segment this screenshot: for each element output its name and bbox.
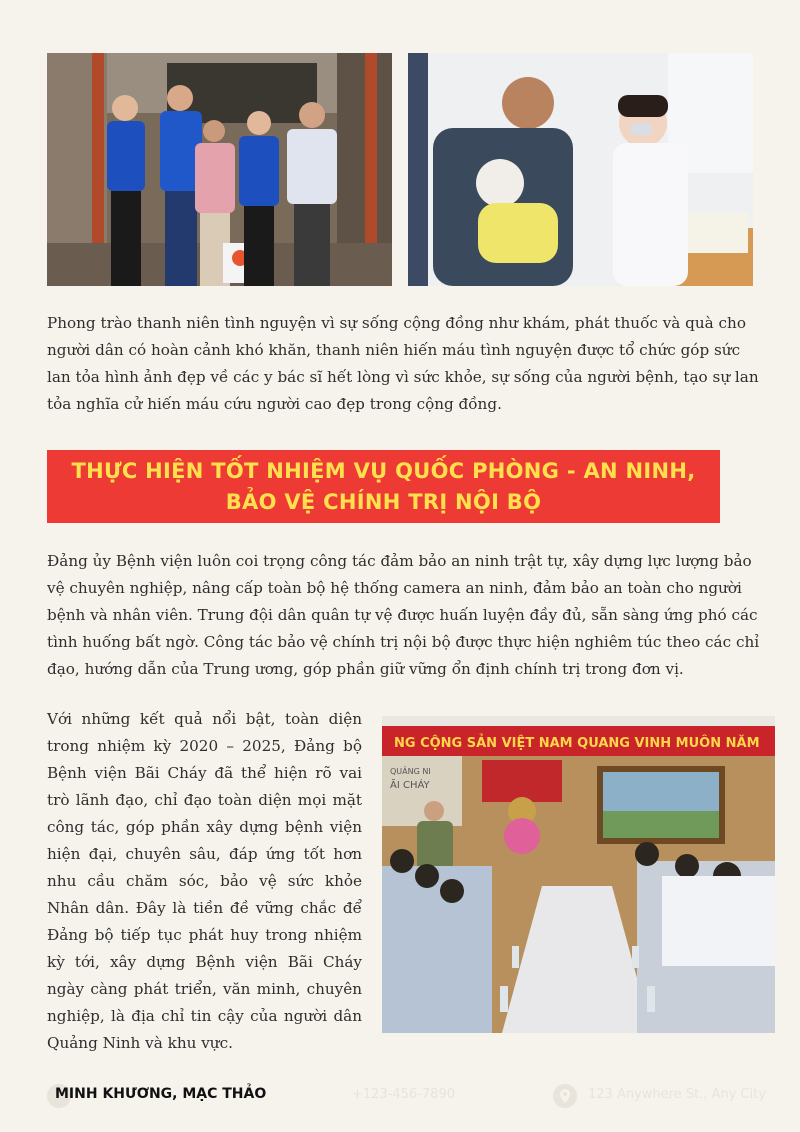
meeting-banner-text: NG CỘNG SẢN VIỆT NAM QUANG VINH MUÔN NĂM <box>394 736 760 751</box>
footer-phone: +123-456-7890 <box>352 1087 455 1102</box>
meeting-sign-line-2: ÃI CHÁY <box>390 780 430 791</box>
conclusion-paragraph: Với những kết quả nổi bật, toàn diện trong nhiệm kỳ 2020 – 2025, Đảng bộ Bệnh viện Bãi Cháy đã thể hiện rõ vai trò lãnh đạo, chỉ đạo toàn diện mọi mặt công tác, góp phần xây dựng bệnh viện hiện đại, chuyên sâu, đáp ứng tốt hơn nhu cầu chăm sóc, bảo vệ sức khỏe Nhân dân. Đây là tiền đề vững chắc để Đảng bộ tiếp tục phát huy trong nhiệm kỳ tới, xây dựng Bệnh viện Bãi Cháy ngày càng phát triển, văn minh, chuyên nghiệp, là địa chỉ tin cậy của người dân Quảng Ninh và khu vực. <box>47 710 362 1052</box>
security-paragraph: Đảng ủy Bệnh viện luôn coi trọng công tác đảm bảo an ninh trật tự, xây dựng lực lượng bảo vệ chuyên nghiệp, nâng cấp toàn bộ hệ thống camera an ninh, đảm bảo an toàn cho người bệnh và nhân viên. Trung đội dân quân tự vệ được huấn luyện đầy đủ, sẵn sàng ứng phó các tình huống bất ngờ. Công tác bảo vệ chính trị nội bộ được thực hiện nghiêm túc theo các chỉ đạo, hướng dẫn của Trung ương, góp phần giữ vững ổn định chính trị trong đơn vị. <box>47 552 760 678</box>
footer-authors: MINH KHƯƠNG, MẠC THẢO <box>55 1086 267 1102</box>
footer-address: 123 Anywhere St., Any City <box>588 1087 767 1102</box>
intro-paragraph: Phong trào thanh niên tình nguyện vì sự sống cộng đồng như khám, phát thuốc và quà cho người dân có hoàn cảnh khó khăn, thanh niên hiến máu tình nguyện được tổ chức góp sức lan tỏa hình ảnh đẹp về các y bác sĩ hết lòng vì sức khỏe, sự sống của người bệnh, tạo sự lan tỏa nghĩa cử hiến máu cứu người cao đẹp trong cộng đồng. <box>47 314 759 413</box>
meeting-sign-line-1: QUẢNG NI <box>390 767 431 776</box>
section-heading-banner <box>47 450 720 523</box>
volunteers-photo <box>47 53 392 286</box>
meeting-photo <box>382 716 775 1033</box>
page-footer <box>0 1078 800 1114</box>
clinic-photo <box>408 53 753 286</box>
section-heading-line-2: BẢO VỆ CHÍNH TRỊ NỘI BỘ <box>225 489 542 514</box>
location-pin-icon <box>552 1083 578 1109</box>
section-heading-line-1: THỰC HIỆN TỐT NHIỆM VỤ QUỐC PHÒNG - AN NINH, <box>71 458 696 483</box>
